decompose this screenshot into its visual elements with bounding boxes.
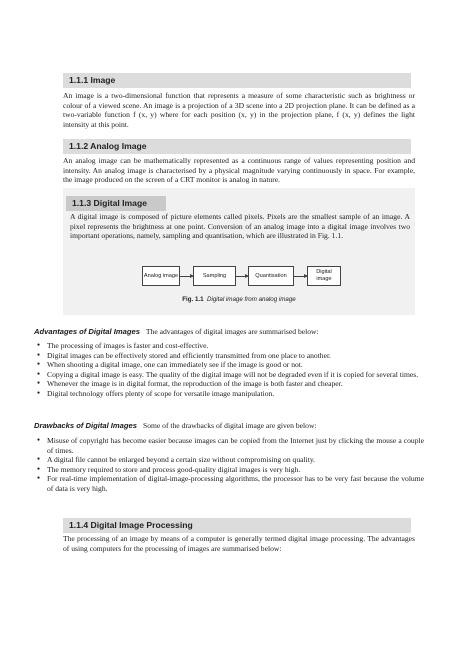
- advantages-label: Advantages of Digital Images: [34, 327, 140, 336]
- section-heading-image: 1.1.1 Image: [63, 73, 411, 88]
- flow-box-digital-image: Digital image: [307, 266, 341, 286]
- list-item: ● Digital technology offers plenty of scope for versatile image manipulation.: [34, 389, 424, 399]
- list-item: ● A digital file cannot be enlarged beyond a certain size without compromising on quality.: [34, 455, 424, 465]
- section-heading-digital-image: 1.1.3 Digital Image: [66, 196, 166, 211]
- drawbacks-list: [34, 436, 424, 494]
- drawbacks-intro: [34, 421, 424, 431]
- flow-arrow: [180, 276, 193, 277]
- advantages-list: [34, 341, 424, 399]
- figure-caption-number: Fig. 1.1: [182, 296, 204, 303]
- list-item: ● When shooting a digital image, one can immediately see if the image is good or not.: [34, 360, 424, 370]
- section-heading-analog-image: 1.1.2 Analog Image: [63, 139, 411, 154]
- list-item: ● The memory required to store and process good-quality digital images is very high.: [34, 465, 424, 475]
- advantages-intro: [34, 327, 424, 337]
- list-item: ● Whenever the image is in digital format, the reproduction of the image is both faster and cheaper.: [34, 379, 424, 389]
- list-item: ● Digital images can be effectively stored and efficiently transmitted from one place to another.: [34, 351, 424, 361]
- drawbacks-intro-text: Some of the drawbacks of digital image are given below:: [142, 421, 317, 430]
- list-item: ● Copying a digital image is easy. The quality of the digital image will not be degraded even if it is copied for several times.: [34, 370, 424, 380]
- flow-box-analog-image: Analog image: [142, 266, 180, 286]
- flow-arrow: [236, 276, 248, 277]
- drawbacks-label: Drawbacks of Digital Images: [34, 421, 137, 430]
- section-body-image: An image is a two-dimensional function that represents a measure of some characteristic such as brightness or colour of a viewed scene. An image is a projection of a 3D scene into a 2D projection plane. It can be defined as a two-variable function f (x, y) where for each position (x, y) in the projection plane, f (x, y) defines the light intensity at this point.: [63, 91, 415, 129]
- list-item: ● The processing of images is faster and cost-effective.: [34, 341, 424, 351]
- list-item: ● Misuse of copyright has become easier because images can be copied from the Internet just by clicking the mouse a couple of times.: [34, 436, 424, 455]
- section-heading-digital-image-processing: 1.1.4 Digital Image Processing: [63, 518, 411, 533]
- advantages-intro-text: The advantages of digital images are summarised below:: [145, 327, 319, 336]
- figure-caption: [63, 296, 415, 303]
- flow-box-sampling: Sampling: [193, 266, 236, 286]
- flow-box-quantisation: Quantisation: [248, 266, 294, 286]
- section-body-analog-image: An analog image can be mathematically represented as a continuous range of values representing position and intensity. An analog image is characterised by a physical magnitude varying continuously in space. For example, the image produced on the screen of a CRT monitor is analog in nature.: [63, 156, 415, 185]
- flow-arrow: [294, 276, 307, 277]
- list-item: ● For real-time implementation of digital-image-processing algorithms, the processor has to be very fast because the volume of data is very high.: [34, 474, 424, 493]
- section-body-digital-image-processing: The processing of an image by means of a computer is generally termed digital image processing. The advantages of using computers for the processing of images are summarised below:: [63, 534, 415, 553]
- figure-caption-text: Digital image from analog image: [207, 296, 296, 303]
- section-body-digital-image: A digital image is composed of picture elements called pixels. Pixels are the smallest sample of an image. A pixel represents the brightness at one point. Conversion of an analog image into a digital image involves two important operations, namely, sampling and quantisation, which are illustrated in Fig. 1.1.: [70, 212, 410, 241]
